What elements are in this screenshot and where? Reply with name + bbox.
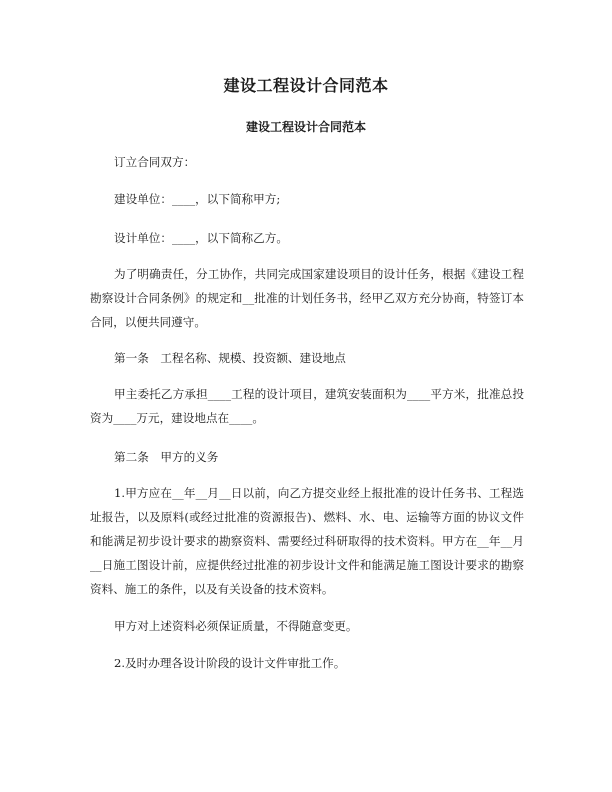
paragraph-party-a: 建设单位：____，以下简称甲方; [114,192,281,206]
article-2-item-1: 1.甲方应在__年__月__日以前，向乙方提交业经上报批准的设计任务书、工程选址报告，以及原料(或经过批准的资源报告)、燃料、水、电、运输等方面的协议文件和能满足初步设计要求的勘察资料、需要经过科研取得的技术资料。甲方在__年__月__日施工图设计前，应提供经过批准的初步设计文件和能满足施工图设计要求的勘察资料、施工的条件，以及有关设备的技术资料。 [90,486,524,596]
article-2-heading: 第二条 甲方的义务 [114,450,219,464]
paragraph-parties: 订立合同双方： [114,155,196,169]
article-2-quality-note: 甲方对上述资料必须保证质量，不得随意变更。 [114,619,358,633]
paragraph-preamble: 为了明确责任，分工协作，共同完成国家建设项目的设计任务，根据《建设工程勘察设计合同条例》的规定和__批准的计划任务书，经甲乙双方充分协商，特签订本合同，以便共同遵守。 [90,267,524,329]
document-subtitle: 建设工程设计合同范本 [245,120,366,134]
page-title: 建设工程设计合同范本 [223,76,389,95]
article-1-heading: 第一条 工程名称、规模、投资额、建设地点 [114,351,346,365]
article-1-body: 甲主委托乙方承担____工程的设计项目，建筑安装面积为____平方米，批准总投资为____万元，建设地点在____。 [90,387,524,425]
paragraph-party-b: 设计单位：____，以下简称乙方。 [114,231,288,245]
article-2-item-2: 2.及时办理各设计阶段的设计文件审批工作。 [114,656,346,670]
